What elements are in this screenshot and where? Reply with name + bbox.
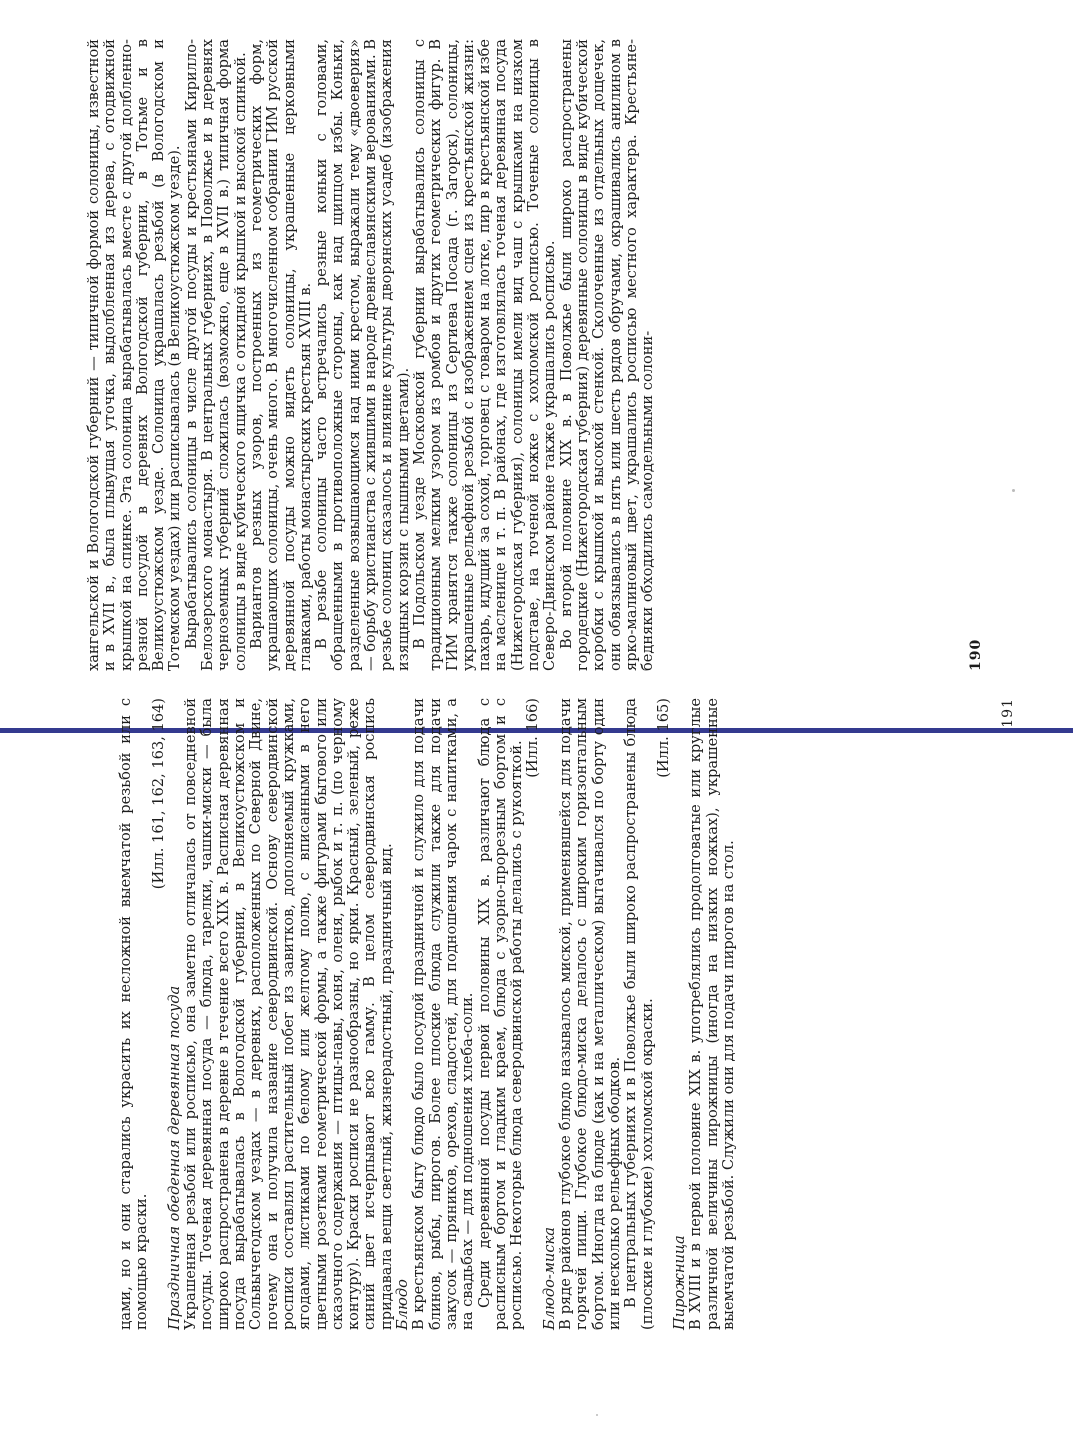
section-heading: Блюдо-миска xyxy=(540,1227,558,1330)
paragraph: В XVIII и в первой половине XIX в. употреблялись продолговатые или круглые различной величины пирожницы (иногда на низких ножках), украшенные выемчатой резьбой. Служили они для подачи пирогов на стол. xyxy=(687,698,737,1330)
paragraph: В ряде районов глубокое блюдо называлось миской, применявшейся для подачи горячей пищи. Глубокое блюдо-миска делалось с широким горизонтальным бортом. Иногда на блюде (как и на металлическом) вытачивался по борту один или несколько рельефных ободков. xyxy=(557,698,623,1330)
paragraph: В крестьянском быту блюдо было посудой праздничной и служило для подачи блинов, рыбы, пирогов. Более плоские блюда служили также для подачи закусок — пряников, орехов, сладостей, для подношения чарок с напитками, а на свадьбах — для подношения хлеба-соли. xyxy=(410,698,477,1330)
paragraph: В центральных губерниях и в Поволжье были широко распространены блюда (плоские и глубокие) хохломской окраски. xyxy=(622,698,656,1330)
paragraph: цами, но и они старались украсить их несложной выемчатой резьбой или с помощью краски. xyxy=(117,698,151,1330)
page-left xyxy=(86,39,986,671)
paragraph: Среди деревянной посуды первой половины XIX в. различают блюда с расписным бортом и гладким краем, блюда с узорно-прорезным бортом и с росписью. Некоторые блюда северодвинской работы делались с рукояткой. xyxy=(475,698,526,1330)
paragraph: Украшенная резьбой или росписью, она заметно отличалась от повседневной посуды. Точеная деревянная посуда — блюда, тарелки, чашки-миски — была широко распространена в деревне в течение всего XIX в. Расписная деревянная посуда вырабатывалась в Вологодской губернии, в Великоустюжском и Сольвычегодском уездах — в деревнях, расположенных по Северной Двине, почему она и получила название северодвинской. Основу северодвинской росписи составлял растительный побег из завитков, дополняемый кружками, ягодами, листиками по белому или желтому полю, с вписанными в него цветными розетками геометрической формы, а также фигурами бытового или сказочного содержания — птицы-павы, коня, оленя, рыбок и т. п. (по черному контуру). Краски росписи не разнообразны, но ярки. Красный, зеленый, реже синий цвет исчерпывают всю гамму. В целом северодвинская роспись придавала вещи светлый, жизнерадостный, праздничный вид. xyxy=(182,698,395,1330)
paragraph: Во второй половине XIX в. в Поволжье были широко распространены городецкие (Нижегородская губерния) деревянные солоницы в виде кубической коробки с крышкой и высокой стенкой. Сколоченные из отдельных дощечек, они обвязывались в пять или шесть рядов обручами, окрашивались анилином в ярко-малиновый цвет, украшались росписью местного характера. Крестьяне-бедняки обходились самодельными солони- xyxy=(557,39,657,671)
page-right xyxy=(118,698,1018,1330)
section-heading: Пирожница xyxy=(671,1235,689,1330)
section-heading: Праздничная обеденная деревянная посуда xyxy=(165,985,183,1330)
section-heading: Блюдо xyxy=(394,1279,412,1330)
illustration-reference: (Илл. 165) xyxy=(654,698,672,778)
paragraph: В Подольском уезде Московской губернии вырабатывались солоницы с традиционным мелким узором из ромбов и других геометрических фигур. В ГИМ хранятся также солоницы из Сергиева Посада (г. Загорск), солоницы, украшенные рельефной резьбой с изображением сцен из крестьянской жизни: пахарь, идущий за сохой, торговец с товаром на лотке, пир в крестьянской избе на масленице и т. п. В районах, где изготовлялась точеная деревянная посуда (Нижегородская губерния), солоницы имели вид чаш с крышками на низком подставе, на точеной ножке с хохломской росписью. Точеные солоницы в Северо-Двинском районе также украшались росписью. xyxy=(410,39,559,671)
illustration-reference: (Илл. 161, 162, 163, 164) xyxy=(149,698,167,890)
paragraph: В резьбе солоницы часто встречались резные коньки с головами, обращенными в противоположные стороны, как над щипцом избы. Коньки, разделенные возвышающимся над ними крестом, выражали тему «двоеверия» — борьбу христианства с жившими в народе древнеславянскими верованиями. В резьбе солониц сказалось и влияние культуры дворянских усадеб (изображения изящных корзин с пышными цветами). xyxy=(313,39,412,671)
scan-speck xyxy=(1012,489,1015,492)
paragraph: хангельской и Вологодской губерний — типичной формой солоницы, известной и в XVII в., была плывущая уточка, выдолбленная из дерева, с отодвижной крышкой на спинке. Эта солоница вырабатывалась вместе с другой долбленно-резной посудой в деревнях Вологодской губернии, в Тотьме и в Великоустюжском уезде. Солоница украшалась резьбой (в Вологодском и Тотемском уездах) или расписывалась (в Великоустюжском уезде). xyxy=(85,39,184,671)
paragraph: Вырабатывались солоницы в числе другой посуды и крестьянами Кирилло-Белозерского монастыря. В центральных губерниях, в Поволжье и в деревнях черноземных губерний сложилась (возможно, еще в XVII в.) типичная форма солоницы в виде кубического ящичка с откидной крышкой и высокой спинкой. xyxy=(182,39,249,671)
scan-speck xyxy=(596,1414,598,1416)
illustration-reference: (Илл. 166) xyxy=(524,698,542,778)
page-number: 190 xyxy=(968,638,984,671)
page-number: 191 xyxy=(1000,698,1016,728)
paragraph: Вариантов резных узоров, построенных из геометрических форм, украшающих солоницы, очень много. В многочисленном собрании ГИМ русской деревянной посуды можно видеть солоницы, украшенные церковными главками, работы монастырских крестьян XVIII в. xyxy=(247,39,314,671)
